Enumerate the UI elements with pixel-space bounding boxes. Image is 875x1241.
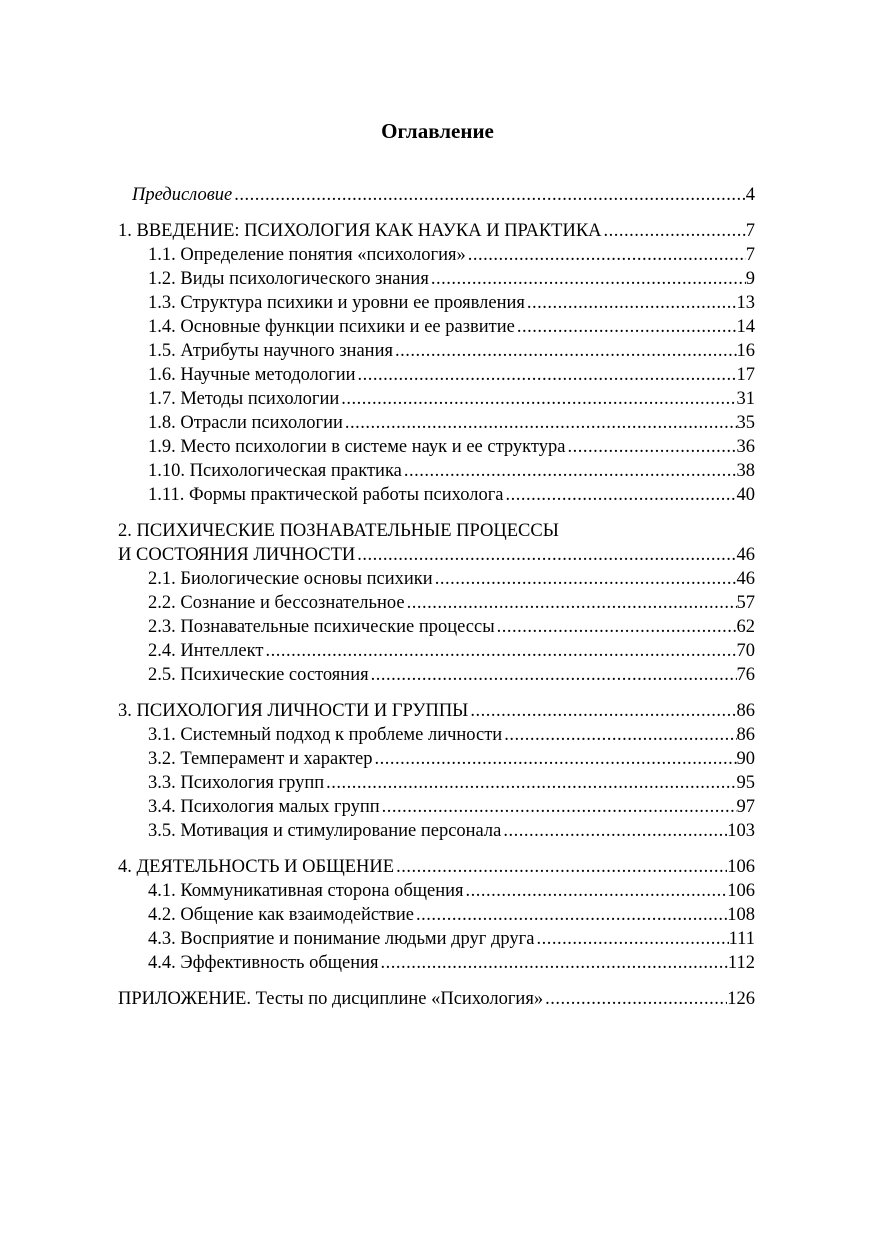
toc-entry-label: 3.5. Мотивация и стимулирование персонала (148, 821, 502, 841)
toc-entry-section[interactable] (118, 795, 755, 819)
dot-leader (263, 639, 736, 663)
dot-leader (543, 987, 727, 1011)
toc-entry-section[interactable] (118, 567, 755, 591)
dot-leader (534, 927, 728, 951)
toc-entry-label: 4.1. Коммуникативная сторона общения (148, 881, 464, 901)
toc-entry-label: 1.11. Формы практической работы психолога (148, 485, 504, 505)
toc-entry-chapter-4[interactable] (118, 855, 755, 879)
toc-page-number: 103 (727, 821, 755, 841)
toc-entry-label: 1.4. Основные функции психики и ее развитие (148, 317, 515, 337)
toc-entry-label: 1.6. Научные методологии (148, 365, 356, 385)
toc-page-number: 4 (745, 185, 755, 205)
toc-entry-label: 1.2. Виды психологического знания (148, 269, 429, 289)
toc-entry-label: ПРИЛОЖЕНИЕ. Тесты по дисциплине «Психология» (118, 989, 544, 1009)
toc-entry-section[interactable] (118, 459, 755, 483)
toc-page-number: 16 (736, 341, 755, 361)
toc-entry-label: 1.1. Определение понятия «психология» (148, 245, 466, 265)
toc-entry-label: 1.10. Психологическая практика (148, 461, 402, 481)
toc-page-number: 111 (728, 929, 755, 949)
toc-entry-label: 1. ВВЕДЕНИЕ: ПСИХОЛОГИЯ КАК НАУКА И ПРАКТИКА (118, 221, 602, 241)
toc-entry-label: 3.4. Психология малых групп (148, 797, 380, 817)
toc-entry-section[interactable] (118, 591, 755, 615)
toc-entry-section[interactable] (118, 927, 755, 951)
toc-entry-chapter-1[interactable] (118, 219, 755, 243)
toc-entry-chapter-2-line1[interactable]: 2. ПСИХИЧЕСКИЕ ПОЗНАВАТЕЛЬНЫЕ ПРОЦЕССЫ (118, 521, 559, 541)
toc-entry-chapter-2[interactable] (118, 543, 755, 567)
toc-page-number: 57 (736, 593, 755, 613)
dot-leader (405, 591, 737, 615)
toc-entry-label: 4.2. Общение как взаимодействие (148, 905, 415, 925)
dot-leader (394, 855, 727, 879)
toc-entry-section[interactable] (118, 291, 755, 315)
toc-page-number: 40 (736, 485, 755, 505)
toc-entry-section[interactable] (118, 639, 755, 663)
dot-leader (232, 183, 746, 207)
dot-leader (504, 483, 737, 507)
toc-page-number: 35 (736, 413, 755, 433)
dot-leader (502, 723, 736, 747)
toc-entry-label: 1.3. Структура психики и уровни ее проявления (148, 293, 525, 313)
toc-page-number: 31 (736, 389, 755, 409)
toc-entry-label: 4.4. Эффективность общения (148, 953, 379, 973)
dot-leader (324, 771, 736, 795)
toc-page-number: 86 (736, 725, 755, 745)
toc-entry-label: 2.3. Познавательные психические процессы (148, 617, 495, 637)
toc-entry-label: 2.4. Интеллект (148, 641, 264, 661)
dot-leader (393, 339, 737, 363)
toc-entry-label: 1.8. Отрасли психологии (148, 413, 343, 433)
toc-page-number: 62 (736, 617, 755, 637)
toc-entry-label: 3. ПСИХОЛОГИЯ ЛИЧНОСТИ И ГРУППЫ (118, 701, 469, 721)
toc-entry-section[interactable] (118, 771, 755, 795)
dot-leader (355, 543, 736, 567)
dot-leader (414, 903, 727, 927)
toc-entry-label: 4. ДЕЯТЕЛЬНОСТЬ И ОБЩЕНИЕ (118, 857, 395, 877)
toc-page-number: 9 (745, 269, 755, 289)
page-title: Оглавление (381, 119, 494, 143)
toc-entry-preface[interactable] (118, 183, 755, 207)
dot-leader (433, 567, 737, 591)
toc-entry-section[interactable] (118, 879, 755, 903)
toc-page-number: 7 (745, 245, 755, 265)
dot-leader (402, 459, 737, 483)
toc-page-number: 90 (736, 749, 755, 769)
toc-entry-label: 2.2. Сознание и бессознательное (148, 593, 405, 613)
toc-entry-label: 3.2. Темперамент и характер (148, 749, 373, 769)
dot-leader (466, 243, 746, 267)
toc-entry-section[interactable] (118, 819, 755, 843)
toc-entry-section[interactable] (118, 951, 755, 975)
dot-leader (356, 363, 737, 387)
table-of-contents (118, 183, 755, 1011)
toc-entry-section[interactable] (118, 903, 755, 927)
toc-entry-label: И СОСТОЯНИЯ ЛИЧНОСТИ (118, 545, 356, 565)
toc-entry-label: 1.9. Место психологии в системе наук и ее структура (148, 437, 566, 457)
toc-entry-section[interactable] (118, 387, 755, 411)
toc-entry-label: 2.1. Биологические основы психики (148, 569, 433, 589)
dot-leader (339, 387, 736, 411)
dot-leader (369, 663, 737, 687)
toc-page-number: 14 (736, 317, 755, 337)
toc-page-number: 112 (727, 953, 755, 973)
toc-entry-section[interactable] (118, 723, 755, 747)
toc-entry-section[interactable] (118, 339, 755, 363)
toc-page-number: 7 (745, 221, 755, 241)
dot-leader (343, 411, 737, 435)
dot-leader (464, 879, 728, 903)
toc-page-number: 46 (736, 569, 755, 589)
toc-page-number: 106 (727, 857, 755, 877)
toc-entry-label: 2.5. Психические состояния (148, 665, 369, 685)
dot-leader (468, 699, 736, 723)
toc-entry-section[interactable] (118, 243, 755, 267)
dot-leader (380, 795, 737, 819)
toc-page-number: 38 (736, 461, 755, 481)
toc-entry-section[interactable] (118, 363, 755, 387)
toc-entry-label: Предисловие (132, 185, 233, 205)
dot-leader (501, 819, 727, 843)
dot-leader (495, 615, 737, 639)
toc-entry-appendix[interactable] (118, 987, 755, 1011)
toc-page-number: 86 (736, 701, 755, 721)
toc-page-number: 108 (727, 905, 755, 925)
toc-entry-section[interactable] (118, 747, 755, 771)
toc-entry-section[interactable] (118, 411, 755, 435)
toc-entry-label: 3.1. Системный подход к проблеме личности (148, 725, 503, 745)
dot-leader (525, 291, 737, 315)
toc-page-number: 36 (736, 437, 755, 457)
toc-entry-section[interactable] (118, 267, 755, 291)
toc-entry-section[interactable] (118, 483, 755, 507)
toc-entry-section[interactable] (118, 315, 755, 339)
dot-leader (602, 219, 746, 243)
toc-page-number: 70 (736, 641, 755, 661)
toc-entry-section[interactable] (118, 615, 755, 639)
dot-leader (372, 747, 736, 771)
toc-entry-label: 1.7. Методы психологии (148, 389, 340, 409)
toc-entry-label: 1.5. Атрибуты научного знания (148, 341, 393, 361)
toc-entry-chapter-3[interactable] (118, 699, 755, 723)
toc-page-number: 17 (736, 365, 755, 385)
dot-leader (379, 951, 728, 975)
dot-leader (565, 435, 736, 459)
dot-leader (429, 267, 746, 291)
toc-page-number: 13 (736, 293, 755, 313)
toc-entry-section[interactable] (118, 663, 755, 687)
dot-leader (515, 315, 737, 339)
toc-entry-label: 4.3. Восприятие и понимание людьми друг друга (148, 929, 535, 949)
toc-page-number: 97 (736, 797, 755, 817)
toc-page-number: 95 (736, 773, 755, 793)
toc-entry-label: 3.3. Психология групп (148, 773, 325, 793)
toc-entry-section[interactable] (118, 435, 755, 459)
toc-page-number: 106 (727, 881, 755, 901)
toc-page-number: 76 (736, 665, 755, 685)
toc-page-number: 126 (727, 989, 755, 1009)
toc-page-number: 46 (736, 545, 755, 565)
